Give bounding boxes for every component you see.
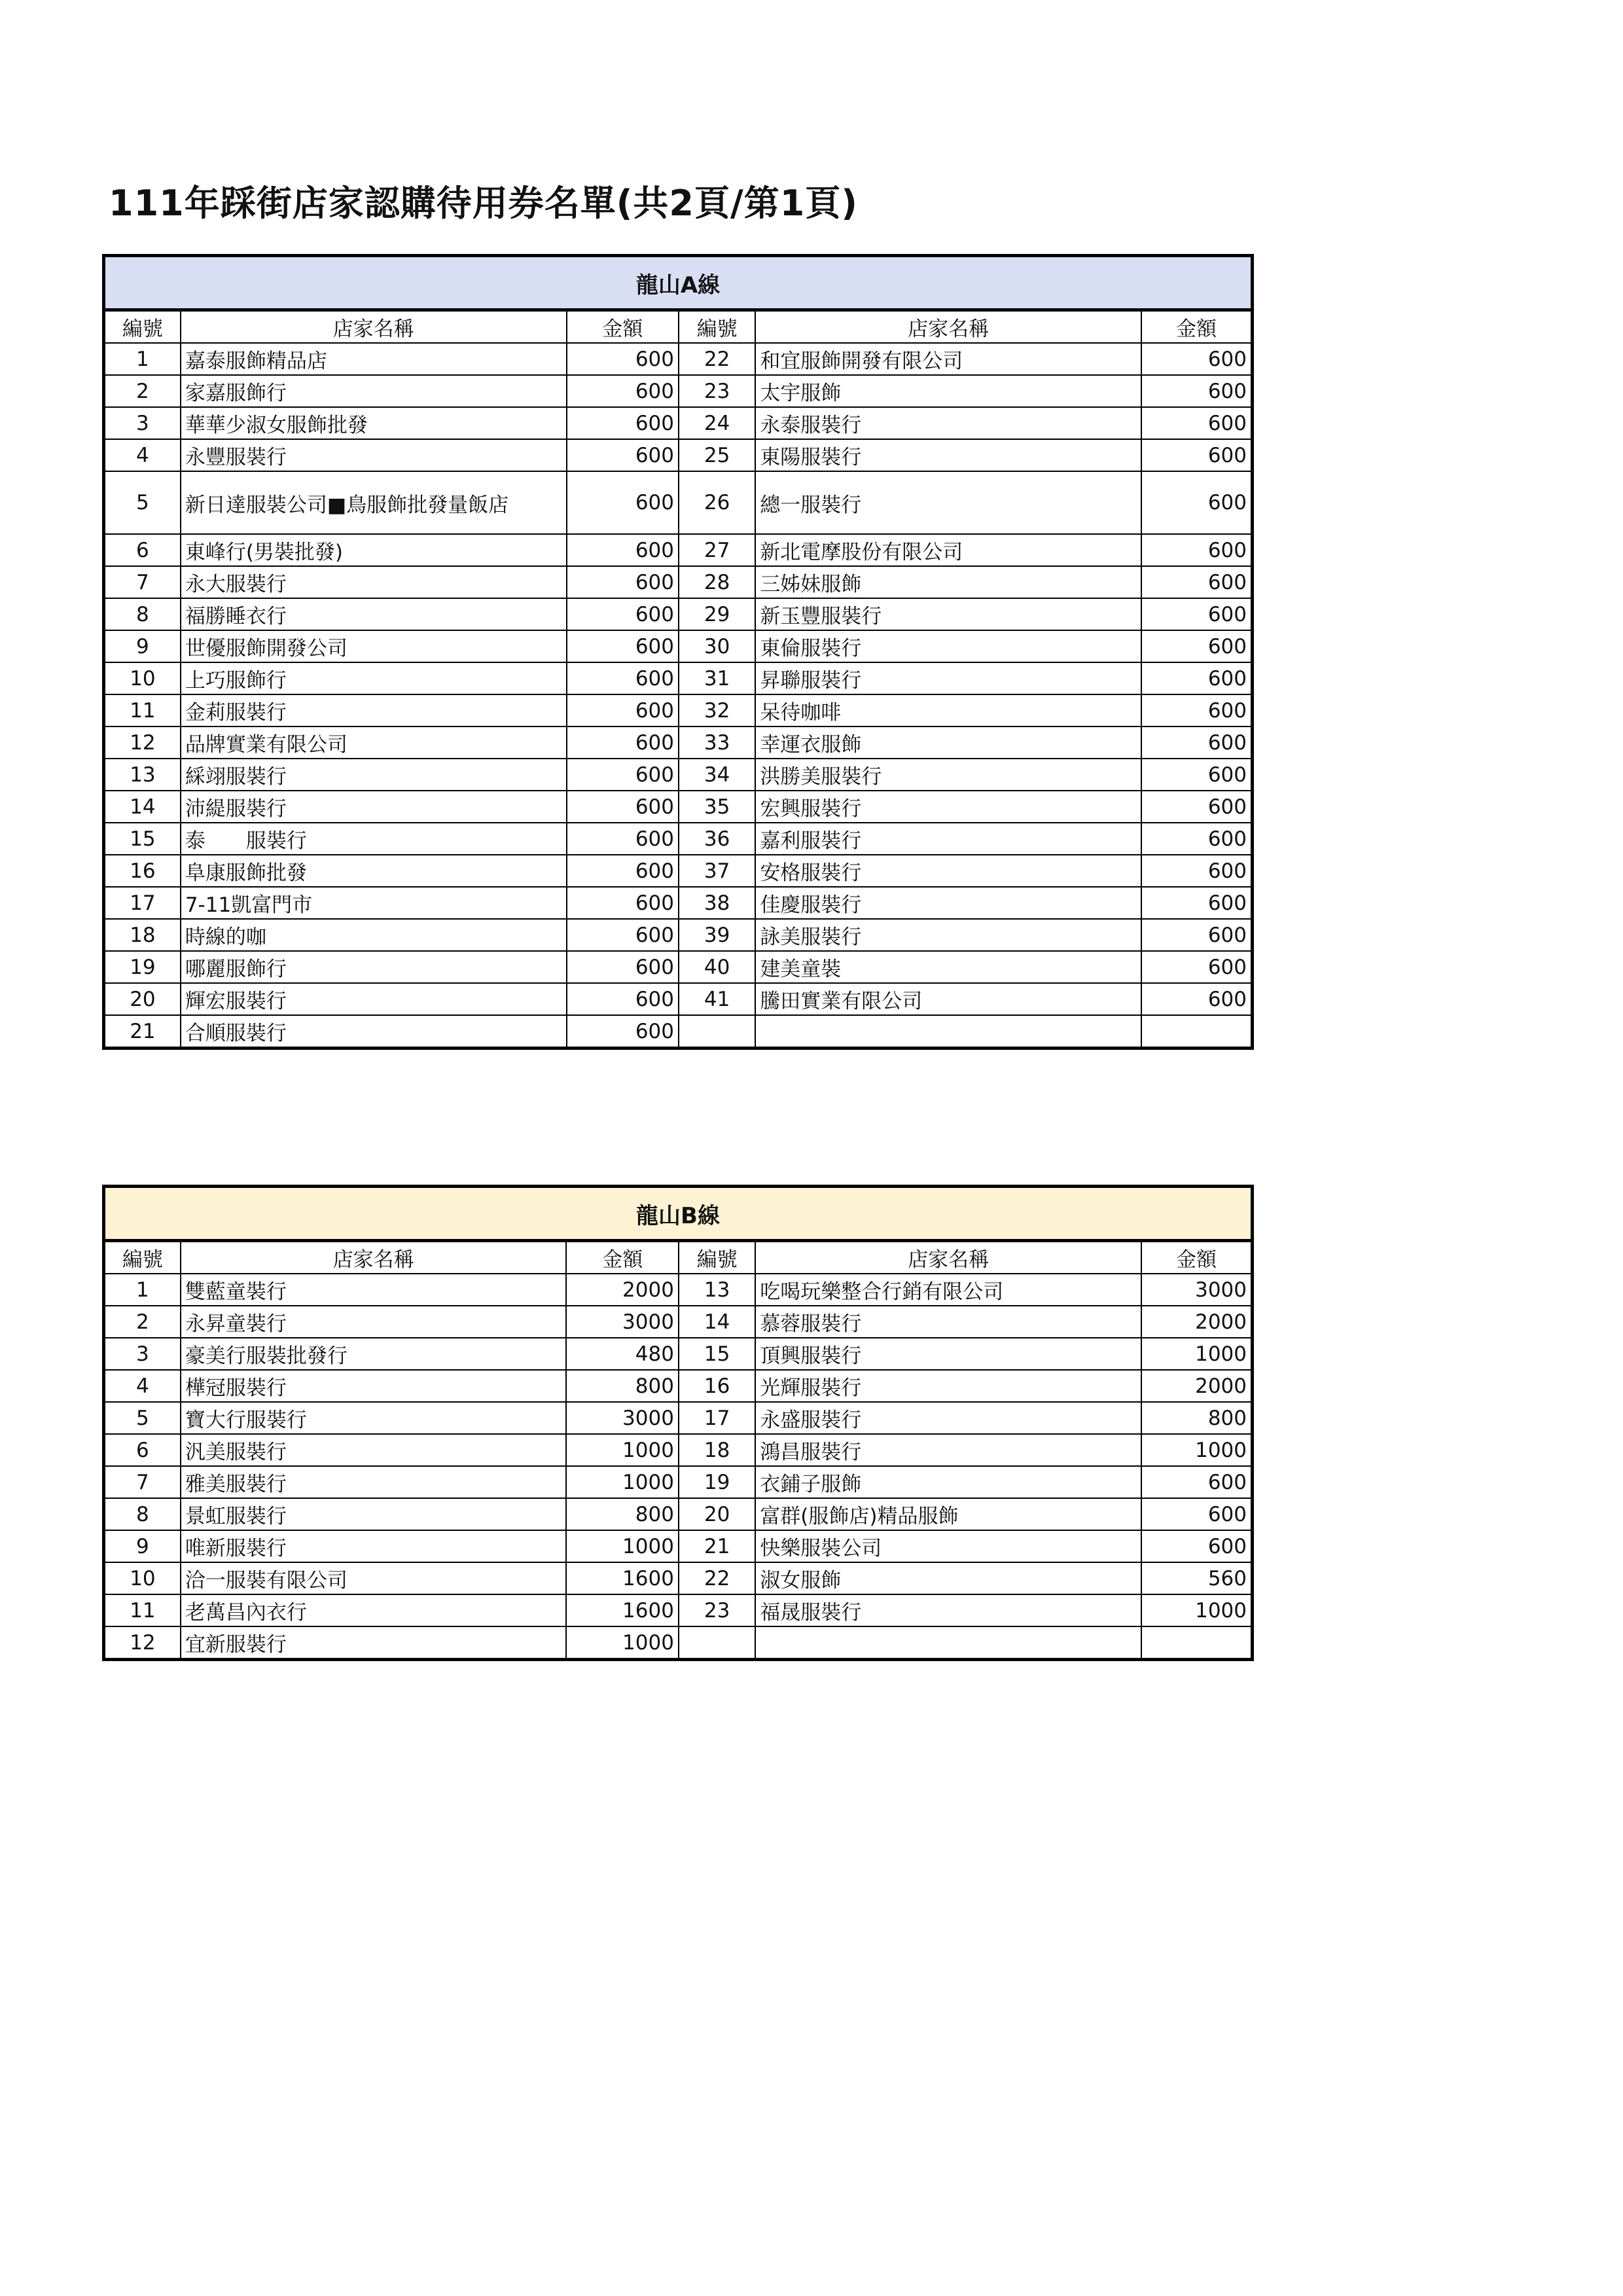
voucher-amount: 3000 <box>566 1306 678 1338</box>
store-no: 4 <box>104 1370 181 1402</box>
store-no: 39 <box>679 919 755 951</box>
voucher-amount: 600 <box>567 534 679 566</box>
store-no: 12 <box>104 726 181 759</box>
store-name: 福晟服裝行 <box>755 1594 1141 1626</box>
voucher-amount: 600 <box>567 791 679 823</box>
voucher-amount: 600 <box>567 630 679 662</box>
voucher-amount: 600 <box>567 375 679 407</box>
store-no: 8 <box>104 598 181 630</box>
store-no: 4 <box>104 439 181 471</box>
store-name: 鴻昌服裝行 <box>755 1434 1141 1466</box>
voucher-amount: 3000 <box>1141 1274 1253 1306</box>
voucher-amount: 600 <box>567 598 679 630</box>
store-no: 20 <box>104 983 181 1015</box>
store-name: 新日達服裝公司■鳥服飾批發量飯店 <box>181 471 567 534</box>
store-no: 6 <box>104 534 181 566</box>
table-row <box>104 534 1253 566</box>
store-name: 衣鋪子服飾 <box>755 1466 1141 1498</box>
voucher-amount: 800 <box>566 1498 678 1530</box>
store-name: 安格服裝行 <box>755 855 1141 887</box>
store-name: 洪勝美服裝行 <box>755 759 1141 791</box>
store-name: 唯新服裝行 <box>181 1530 567 1562</box>
voucher-amount: 600 <box>1141 598 1253 630</box>
table-row <box>104 1626 1253 1660</box>
table-row <box>104 1562 1253 1594</box>
col-header-amount: 金額 <box>1141 1241 1253 1274</box>
store-name: 三姊妹服飾 <box>755 566 1141 598</box>
store-no: 17 <box>104 887 181 919</box>
store-no <box>679 1626 755 1660</box>
store-name: 時線的咖 <box>181 919 567 951</box>
store-no: 15 <box>679 1338 755 1370</box>
store-no: 25 <box>679 439 755 471</box>
store-no: 5 <box>104 1402 181 1434</box>
table-row <box>104 1466 1253 1498</box>
store-name: 世優服飾開發公司 <box>181 630 567 662</box>
voucher-amount: 600 <box>1141 951 1253 983</box>
col-header-no: 編號 <box>104 1241 181 1274</box>
store-name: 品牌實業有限公司 <box>181 726 567 759</box>
table-row <box>104 855 1253 887</box>
store-name: 老萬昌內衣行 <box>181 1594 567 1626</box>
table-row <box>104 439 1253 471</box>
col-header-name: 店家名稱 <box>755 310 1141 344</box>
voucher-amount: 600 <box>1141 566 1253 598</box>
store-no: 2 <box>104 1306 181 1338</box>
store-no: 38 <box>679 887 755 919</box>
table-row <box>104 1434 1253 1466</box>
voucher-amount: 600 <box>1141 759 1253 791</box>
col-header-name: 店家名稱 <box>181 1241 567 1274</box>
store-name: 家嘉服飾行 <box>181 375 567 407</box>
table-row <box>104 1370 1253 1402</box>
store-name: 太宇服飾 <box>755 375 1141 407</box>
store-name: 沛緹服裝行 <box>181 791 567 823</box>
voucher-amount: 600 <box>1141 407 1253 439</box>
voucher-amount: 600 <box>567 983 679 1015</box>
table-row <box>104 407 1253 439</box>
store-name: 東峰行(男裝批發) <box>181 534 567 566</box>
store-no: 2 <box>104 375 181 407</box>
voucher-amount: 600 <box>567 662 679 694</box>
store-no: 10 <box>104 1562 181 1594</box>
store-no: 14 <box>679 1306 755 1338</box>
store-name: 景虹服裝行 <box>181 1498 567 1530</box>
voucher-amount: 600 <box>1141 439 1253 471</box>
store-name: 綵翊服裝行 <box>181 759 567 791</box>
voucher-amount: 2000 <box>1141 1306 1253 1338</box>
store-no: 21 <box>679 1530 755 1562</box>
store-name: 呆待咖啡 <box>755 694 1141 726</box>
voucher-amount: 600 <box>1141 1530 1253 1562</box>
voucher-amount: 600 <box>1141 726 1253 759</box>
col-header-no: 編號 <box>679 1241 755 1274</box>
store-no: 10 <box>104 662 181 694</box>
store-no: 15 <box>104 823 181 855</box>
store-no: 41 <box>679 983 755 1015</box>
voucher-amount: 600 <box>567 919 679 951</box>
voucher-amount <box>1141 1015 1253 1049</box>
voucher-amount: 600 <box>1141 534 1253 566</box>
store-no: 1 <box>104 343 181 375</box>
store-name: 福勝睡衣行 <box>181 598 567 630</box>
store-name: 洽一服裝有限公司 <box>181 1562 567 1594</box>
voucher-amount: 600 <box>1141 662 1253 694</box>
store-name: 淑女服飾 <box>755 1562 1141 1594</box>
store-name: 吃喝玩樂整合行銷有限公司 <box>755 1274 1141 1306</box>
store-name: 金莉服裝行 <box>181 694 567 726</box>
store-name: 光輝服裝行 <box>755 1370 1141 1402</box>
table-row <box>104 471 1253 534</box>
table-row <box>104 919 1253 951</box>
store-name: 永豐服裝行 <box>181 439 567 471</box>
voucher-amount: 600 <box>567 439 679 471</box>
store-no: 11 <box>104 694 181 726</box>
voucher-amount: 1000 <box>566 1466 678 1498</box>
store-no: 40 <box>679 951 755 983</box>
voucher-amount: 800 <box>1141 1402 1253 1434</box>
store-no: 31 <box>679 662 755 694</box>
store-name: 幸運衣服飾 <box>755 726 1141 759</box>
col-header-name: 店家名稱 <box>755 1241 1141 1274</box>
store-name: 雙藍童裝行 <box>181 1274 567 1306</box>
store-name: 和宜服飾開發有限公司 <box>755 343 1141 375</box>
store-name: 樺冠服裝行 <box>181 1370 567 1402</box>
store-no: 19 <box>104 951 181 983</box>
store-no: 8 <box>104 1498 181 1530</box>
voucher-amount: 600 <box>1141 1466 1253 1498</box>
store-no: 19 <box>679 1466 755 1498</box>
table-row <box>104 1274 1253 1306</box>
voucher-amount: 600 <box>567 566 679 598</box>
store-no: 36 <box>679 823 755 855</box>
store-no: 16 <box>679 1370 755 1402</box>
store-no: 23 <box>679 375 755 407</box>
store-name: 永昇童裝行 <box>181 1306 567 1338</box>
store-name: 哪麗服飾行 <box>181 951 567 983</box>
store-no: 7 <box>104 1466 181 1498</box>
section-b-table <box>102 1185 1254 1661</box>
table-row <box>104 951 1253 983</box>
store-name: 永大服裝行 <box>181 566 567 598</box>
store-no: 32 <box>679 694 755 726</box>
store-no: 18 <box>679 1434 755 1466</box>
voucher-amount: 600 <box>567 407 679 439</box>
store-name: 上巧服飾行 <box>181 662 567 694</box>
table-row <box>104 823 1253 855</box>
store-name: 新北電摩股份有限公司 <box>755 534 1141 566</box>
store-no: 9 <box>104 630 181 662</box>
voucher-amount: 600 <box>1141 694 1253 726</box>
store-no: 22 <box>679 343 755 375</box>
store-no: 28 <box>679 566 755 598</box>
page-title: 111年踩街店家認購待用券名單(共2頁/第1頁) <box>109 183 858 224</box>
voucher-amount: 600 <box>1141 983 1253 1015</box>
store-no: 11 <box>104 1594 181 1626</box>
voucher-amount: 1000 <box>1141 1434 1253 1466</box>
voucher-amount: 1600 <box>566 1562 678 1594</box>
voucher-amount: 600 <box>1141 887 1253 919</box>
store-no: 3 <box>104 1338 181 1370</box>
store-name: 頂興服裝行 <box>755 1338 1141 1370</box>
store-no: 1 <box>104 1274 181 1306</box>
voucher-amount: 600 <box>1141 1498 1253 1530</box>
store-no: 22 <box>679 1562 755 1594</box>
store-name: 總一服裝行 <box>755 471 1141 534</box>
store-name: 東倫服裝行 <box>755 630 1141 662</box>
table-row <box>104 1338 1253 1370</box>
col-header-no: 編號 <box>104 310 181 344</box>
voucher-amount: 600 <box>1141 375 1253 407</box>
voucher-amount: 600 <box>1141 791 1253 823</box>
voucher-amount: 600 <box>567 726 679 759</box>
store-name: 嘉利服裝行 <box>755 823 1141 855</box>
table-row <box>104 343 1253 375</box>
table-row <box>104 566 1253 598</box>
table-row <box>104 1306 1253 1338</box>
table-row <box>104 598 1253 630</box>
voucher-amount: 600 <box>567 1015 679 1049</box>
store-no: 37 <box>679 855 755 887</box>
table-row <box>104 726 1253 759</box>
store-no: 5 <box>104 471 181 534</box>
store-no: 33 <box>679 726 755 759</box>
table-row <box>104 375 1253 407</box>
store-no: 12 <box>104 1626 181 1660</box>
store-name: 佳慶服裝行 <box>755 887 1141 919</box>
section-a-table <box>102 254 1254 1050</box>
table-row <box>104 887 1253 919</box>
store-no: 13 <box>679 1274 755 1306</box>
voucher-amount: 600 <box>567 343 679 375</box>
voucher-amount: 600 <box>1141 823 1253 855</box>
table-row <box>104 1594 1253 1626</box>
store-name: 快樂服裝公司 <box>755 1530 1141 1562</box>
store-no: 14 <box>104 791 181 823</box>
store-no: 6 <box>104 1434 181 1466</box>
col-header-name: 店家名稱 <box>181 310 567 344</box>
store-no: 3 <box>104 407 181 439</box>
voucher-amount <box>1141 1626 1253 1660</box>
col-header-no: 編號 <box>679 310 755 344</box>
store-name: 昇聯服裝行 <box>755 662 1141 694</box>
col-header-amount: 金額 <box>566 1241 678 1274</box>
store-no: 17 <box>679 1402 755 1434</box>
store-no: 13 <box>104 759 181 791</box>
voucher-amount: 600 <box>567 694 679 726</box>
store-no: 27 <box>679 534 755 566</box>
store-name: 泰 服裝行 <box>181 823 567 855</box>
voucher-amount: 600 <box>567 471 679 534</box>
voucher-amount: 1000 <box>566 1626 678 1660</box>
voucher-amount: 600 <box>1141 630 1253 662</box>
store-name: 7-11凱富門市 <box>181 887 567 919</box>
store-no: 23 <box>679 1594 755 1626</box>
store-name: 嘉泰服飾精品店 <box>181 343 567 375</box>
store-no: 24 <box>679 407 755 439</box>
store-name: 雅美服裝行 <box>181 1466 567 1498</box>
voucher-amount: 1000 <box>1141 1338 1253 1370</box>
store-no: 29 <box>679 598 755 630</box>
col-header-amount: 金額 <box>1141 310 1253 344</box>
table-row <box>104 694 1253 726</box>
voucher-amount: 600 <box>567 855 679 887</box>
voucher-amount: 600 <box>1141 343 1253 375</box>
voucher-amount: 600 <box>567 823 679 855</box>
voucher-amount: 2000 <box>1141 1370 1253 1402</box>
col-header-amount: 金額 <box>567 310 679 344</box>
store-name: 慕蓉服裝行 <box>755 1306 1141 1338</box>
store-name: 華華少淑女服飾批發 <box>181 407 567 439</box>
table-row <box>104 983 1253 1015</box>
section-b-title: 龍山B線 <box>104 1187 1253 1241</box>
store-no: 7 <box>104 566 181 598</box>
store-name: 騰田實業有限公司 <box>755 983 1141 1015</box>
table-row <box>104 630 1253 662</box>
store-name: 汎美服裝行 <box>181 1434 567 1466</box>
store-no: 34 <box>679 759 755 791</box>
voucher-amount: 1000 <box>1141 1594 1253 1626</box>
table-row <box>104 1015 1253 1049</box>
store-no <box>679 1015 755 1049</box>
store-name: 東陽服裝行 <box>755 439 1141 471</box>
voucher-amount: 480 <box>566 1338 678 1370</box>
store-name: 永泰服裝行 <box>755 407 1141 439</box>
store-name: 新玉豐服裝行 <box>755 598 1141 630</box>
store-name: 詠美服裝行 <box>755 919 1141 951</box>
store-no: 9 <box>104 1530 181 1562</box>
voucher-amount: 2000 <box>566 1274 678 1306</box>
store-no: 21 <box>104 1015 181 1049</box>
store-name: 合順服裝行 <box>181 1015 567 1049</box>
voucher-amount: 1600 <box>566 1594 678 1626</box>
store-no: 16 <box>104 855 181 887</box>
table-row <box>104 791 1253 823</box>
store-name <box>755 1015 1141 1049</box>
voucher-amount: 3000 <box>566 1402 678 1434</box>
store-no: 20 <box>679 1498 755 1530</box>
store-name: 豪美行服裝批發行 <box>181 1338 567 1370</box>
store-name <box>755 1626 1141 1660</box>
store-no: 26 <box>679 471 755 534</box>
table-row <box>104 759 1253 791</box>
store-name: 宏興服裝行 <box>755 791 1141 823</box>
section-a-title: 龍山A線 <box>104 256 1253 310</box>
table-row <box>104 1498 1253 1530</box>
table-row <box>104 1530 1253 1562</box>
store-no: 18 <box>104 919 181 951</box>
table-row <box>104 1402 1253 1434</box>
store-name: 輝宏服裝行 <box>181 983 567 1015</box>
voucher-amount: 1000 <box>566 1530 678 1562</box>
voucher-amount: 600 <box>1141 855 1253 887</box>
voucher-amount: 560 <box>1141 1562 1253 1594</box>
voucher-amount: 800 <box>566 1370 678 1402</box>
store-no: 35 <box>679 791 755 823</box>
voucher-amount: 600 <box>567 951 679 983</box>
voucher-amount: 600 <box>567 887 679 919</box>
table-row <box>104 662 1253 694</box>
store-name: 宜新服裝行 <box>181 1626 567 1660</box>
store-no: 30 <box>679 630 755 662</box>
store-name: 阜康服飾批發 <box>181 855 567 887</box>
store-name: 建美童裝 <box>755 951 1141 983</box>
voucher-amount: 600 <box>567 759 679 791</box>
store-name: 永盛服裝行 <box>755 1402 1141 1434</box>
voucher-amount: 600 <box>1141 919 1253 951</box>
store-name: 寶大行服裝行 <box>181 1402 567 1434</box>
store-name: 富群(服飾店)精品服飾 <box>755 1498 1141 1530</box>
voucher-amount: 600 <box>1141 471 1253 534</box>
voucher-amount: 1000 <box>566 1434 678 1466</box>
